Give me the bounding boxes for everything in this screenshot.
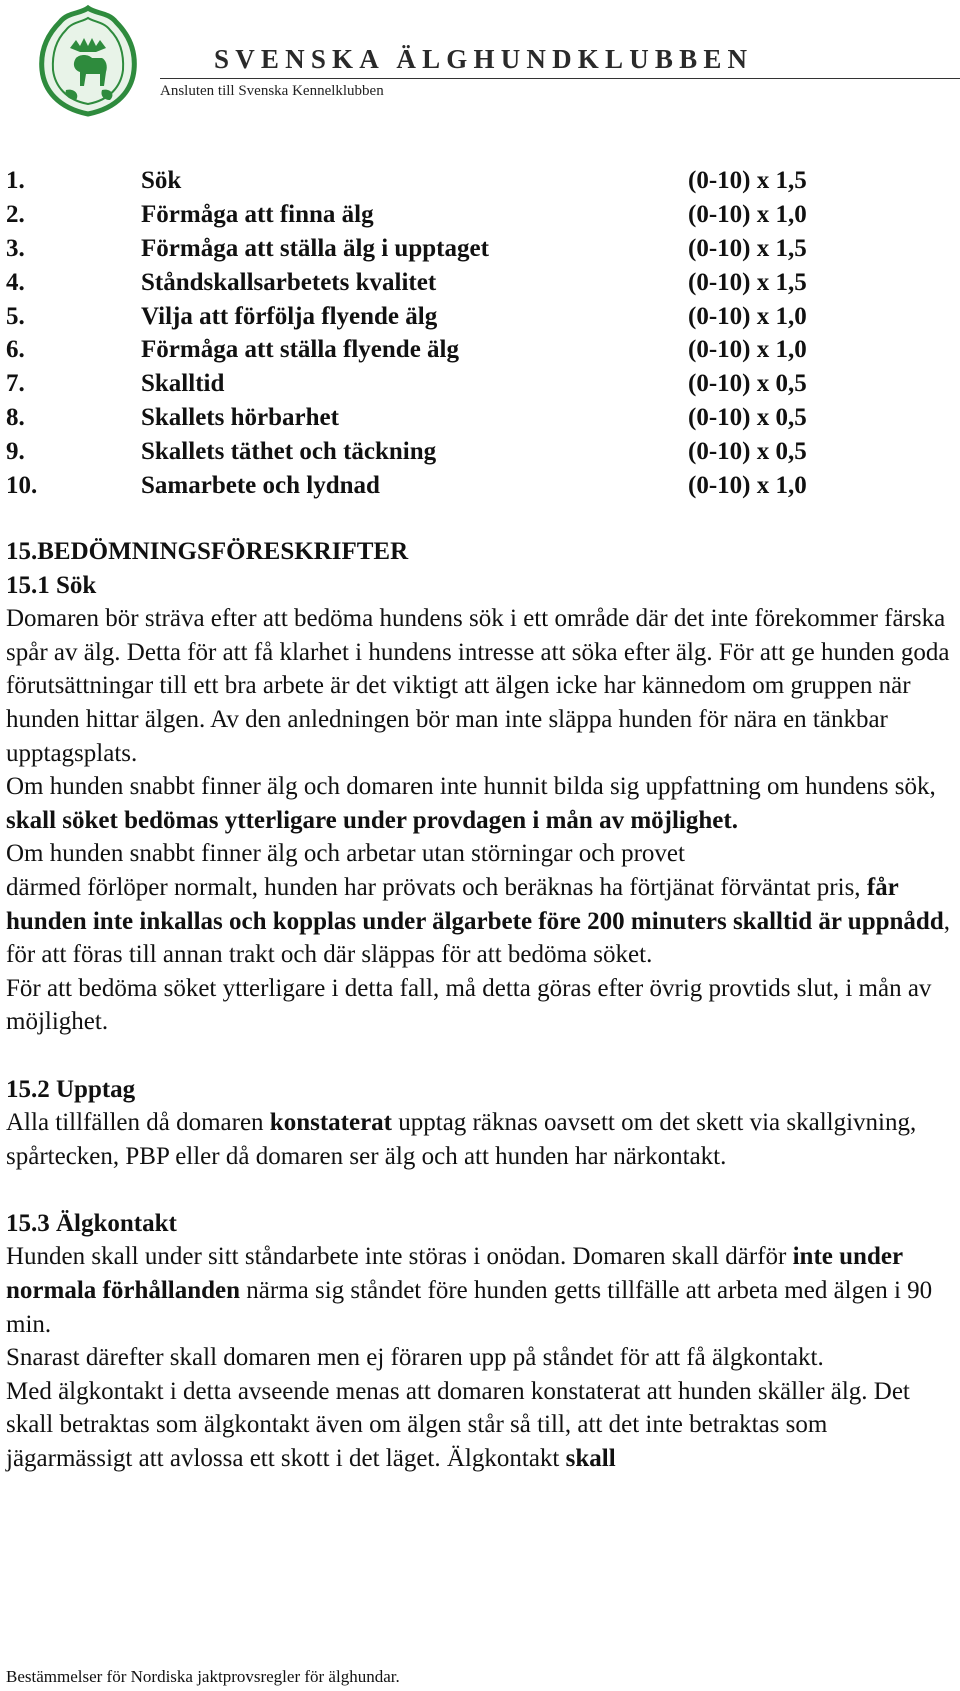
criterion-number: 9. — [6, 438, 25, 466]
criterion-name: Förmåga att finna älg — [141, 200, 374, 228]
paragraph-text: Om hunden snabbt finner älg och domaren inte hunnit bilda sig uppfattning om hundens sök, — [6, 773, 936, 801]
criterion-weight: (0-10) x 1,5 — [688, 268, 807, 296]
criterion-number: 5. — [6, 302, 25, 330]
criterion-number: 8. — [6, 404, 25, 432]
list-item — [6, 367, 906, 401]
section-heading: 15.BEDÖMNINGSFÖRESKRIFTER — [6, 538, 409, 565]
paragraph-text: Hunden skall under sitt ståndarbete inte störas i onödan. Domaren skall därför — [6, 1243, 793, 1271]
paragraph — [6, 1106, 956, 1173]
elk-seal-logo-icon — [36, 4, 140, 118]
document-body — [6, 535, 956, 1476]
criterion-number: 2. — [6, 200, 25, 228]
paragraph-emphasis: skall söket bedömas ytterligare under provdagen i mån av möjlighet. — [6, 806, 738, 834]
criterion-name: Skallets hörbarhet — [141, 404, 339, 432]
criterion-name: Sök — [141, 167, 182, 194]
criterion-weight: (0-10) x 0,5 — [688, 404, 807, 432]
criterion-name: Vilja att förfölja flyende älg — [141, 302, 438, 330]
list-item — [6, 435, 906, 469]
paragraph: För att bedöma söket ytterligare i detta fall, må detta göras efter övrig provtids slut, i mån av möjlighet. — [6, 974, 932, 1036]
list-item — [6, 469, 906, 503]
org-name: SVENSKA ÄLGHUNDKLUBBEN — [214, 44, 754, 74]
criterion-name: Skallets täthet och täckning — [141, 438, 437, 466]
paragraph-text: Alla tillfällen då domaren — [6, 1109, 270, 1137]
paragraph-text: , för att föras till annan trakt och där släppas för att bedöma söket. — [6, 907, 950, 969]
header-divider — [160, 78, 960, 79]
criterion-name: Skalltid — [141, 370, 225, 398]
paragraph: Domaren bör sträva efter att bedöma hundens sök i ett område där det inte förekommer färska spår av älg. Detta för att få klarhet i hundens intresse att söka efter älg. För att ge hunden goda förutsättningar till ett bra arbete är det viktigt att älgen icke har kännedom om gruppen när hunden hittar älgen. Av den anledningen bör man inte släppa hunden för nära en tänkbar upptagsplats. — [6, 605, 950, 767]
paragraph-text: Med älgkontakt i detta avseende menas att domaren konstaterat att hunden skäller älg. Det skall betraktas som älgkontakt även om älgen står så till, att det inte betraktas som jägarmässigt att avlossa ett skott i det läget. Älgkontakt — [6, 1377, 910, 1473]
list-item — [6, 401, 906, 435]
paragraph-text: därmed förlöper normalt, hunden har prövats och beräknas ha förtjänat förväntat pris, — [6, 873, 867, 901]
criterion-name: Ståndskallsarbetets kvalitet — [141, 268, 437, 296]
list-item — [6, 198, 906, 232]
paragraph — [6, 1240, 956, 1341]
criterion-weight: (0-10) x 1,0 — [688, 336, 807, 364]
criterion-number: 1. — [6, 167, 25, 194]
criterion-name: Förmåga att ställa älg i upptaget — [141, 234, 489, 262]
paragraph-text: Om hunden snabbt finner älg och arbetar utan störningar och provet — [6, 840, 685, 868]
criterion-number: 4. — [6, 268, 25, 296]
criterion-weight: (0-10) x 0,5 — [688, 370, 807, 398]
list-item — [6, 266, 906, 300]
criterion-weight: (0-10) x 0,5 — [688, 438, 807, 466]
page-footer: Bestämmelser för Nordiska jaktprovsregler för älghundar. — [6, 1667, 400, 1686]
criterion-weight: (0-10) x 1,0 — [688, 200, 807, 228]
criterion-weight: (0-10) x 1,0 — [688, 472, 807, 500]
criterion-name: Samarbete och lydnad — [141, 472, 380, 500]
criterion-number: 6. — [6, 336, 25, 364]
paragraph — [6, 837, 956, 971]
paragraph-emphasis: får hunden inte inkallas och kopplas under älgarbete före 200 minuters skalltid är uppnådd — [6, 873, 944, 935]
criteria-list — [6, 164, 906, 503]
subsection-heading-sok: 15.1 Sök — [6, 571, 97, 599]
paragraph-emphasis: skall — [565, 1445, 616, 1473]
criterion-number: 7. — [6, 370, 25, 398]
criterion-number: 3. — [6, 234, 25, 262]
subsection-heading-upptag: 15.2 Upptag — [6, 1075, 136, 1103]
paragraph-emphasis: konstaterat — [269, 1109, 393, 1137]
paragraph-text: närma sig ståndet före hunden getts tillfälle att arbeta med älgen i 90 min. — [6, 1277, 933, 1338]
paragraph: Snarast därefter skall domaren men ej föraren upp på ståndet för att få älgkontakt. — [6, 1344, 824, 1372]
list-item — [6, 164, 906, 198]
paragraph-emphasis: inte under normala förhållanden — [6, 1243, 903, 1305]
criterion-weight: (0-10) x 1,5 — [688, 167, 807, 194]
criterion-weight: (0-10) x 1,0 — [688, 302, 807, 330]
list-item — [6, 333, 906, 367]
criterion-weight: (0-10) x 1,5 — [688, 234, 807, 262]
subsection-heading-algkontakt: 15.3 Älgkontakt — [6, 1209, 177, 1237]
criterion-name: Förmåga att ställa flyende älg — [141, 336, 460, 364]
list-item — [6, 300, 906, 334]
criterion-number: 10. — [6, 472, 38, 500]
paragraph — [6, 1375, 956, 1476]
list-item — [6, 232, 906, 266]
paragraph-text: upptag räknas oavsett om det skett via skallgivning, spårtecken, PBP eller då domaren ser älg och att hunden har närkontakt. — [6, 1109, 917, 1170]
paragraph — [6, 770, 956, 837]
org-subtitle: Ansluten till Svenska Kennelklubben — [160, 83, 384, 99]
